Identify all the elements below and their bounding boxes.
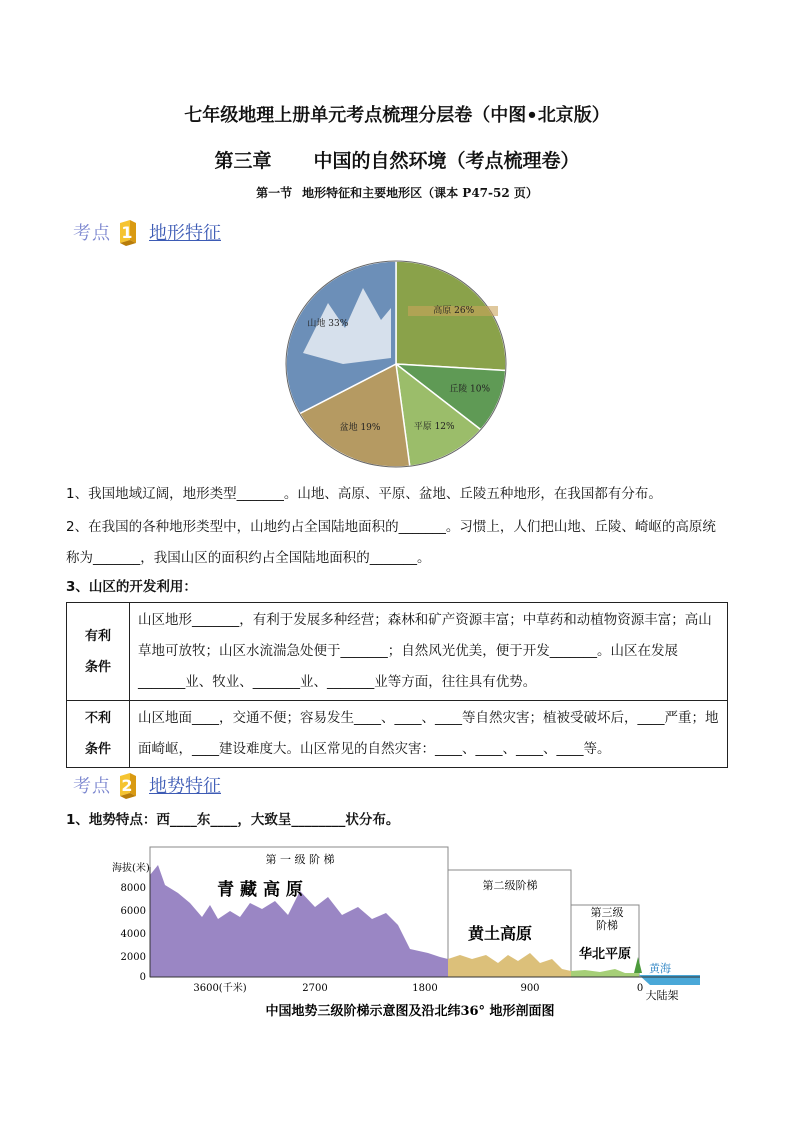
sea-label: 黄海 xyxy=(649,962,671,975)
section-title: 地形特征和主要地形区（课本 P47-52 页） xyxy=(302,186,538,200)
kaodian-title: 地形特征 xyxy=(149,223,221,244)
region-north-china-plain: 华北平原 xyxy=(578,947,632,962)
step3-terrain xyxy=(571,969,639,977)
x-tick: 2700 xyxy=(302,983,328,994)
y-tick: 6000 xyxy=(120,906,146,917)
pie-label-plateau: 高原 26% xyxy=(433,306,475,317)
x-tick: 0 xyxy=(636,983,644,994)
landform-pie-illustration xyxy=(283,258,509,470)
row-head-advantage: 有利 条件 xyxy=(67,603,130,701)
question-2: 2、在我国的各种地形类型中，山地约占全国陆地面积的_______。习惯上，人们把山地、丘陵、崎岖的高原统称为_______，我国山区的面积约占全国陆地面积的_______。 xyxy=(66,519,716,566)
question-3: 3、山区的开发利用： xyxy=(66,579,197,595)
table-row xyxy=(67,603,728,701)
chapter-title: 中国的自然环境（考点梳理卷） xyxy=(313,150,580,172)
pie-label-plain: 平原 12% xyxy=(413,421,455,432)
pie-svg xyxy=(283,258,509,470)
disadvantage-content: 山区地面____，交通不便；容易发生____、____、____等自然灾害；植被受破坏后，____严重；地面崎岖，____建设难度大。山区常见的自然灾害：____、____、____、____等。 xyxy=(130,701,728,768)
pie-label-basin: 盆地 19% xyxy=(339,423,381,434)
kaodian-label: 考点 xyxy=(73,776,111,797)
y-tick: 0 xyxy=(139,972,146,983)
region-qinghai-tibet: 青 藏 高 原 xyxy=(217,880,303,900)
document-title: 七年级地理上册单元考点梳理分层卷（中图•北京版） xyxy=(184,105,610,126)
table-row xyxy=(67,701,728,768)
advantage-content: 山区地形_______，有利于发展多种经营；森林和矿产资源丰富；中草药和动植物资源丰富；高山草地可放牧；山区水流湍急处便于_______；自然风光优美，便于开发_______。山区在发展_______业、牧业、_______业、_______业等方面，往往具有优势。 xyxy=(130,603,728,701)
region-loess: 黄土高原 xyxy=(467,924,533,943)
step2-terrain xyxy=(448,953,571,977)
kaodian-1-heading xyxy=(73,218,221,246)
y-tick: 4000 xyxy=(120,929,146,940)
question-4: 1、地势特点：西____东____，大致呈________状分布。 xyxy=(66,812,400,828)
section-heading xyxy=(0,184,794,201)
kaodian-title: 地势特征 xyxy=(149,776,221,797)
x-tick: 900 xyxy=(520,983,540,994)
terrain-profile-diagram xyxy=(110,845,700,1025)
step3-label-line1: 第三级 xyxy=(590,906,624,919)
kaodian-label: 考点 xyxy=(73,223,111,244)
pie-label-mountain: 山地 33% xyxy=(307,319,349,330)
row-head-disadvantage: 不利 条件 xyxy=(67,701,130,768)
number-badge-icon xyxy=(117,771,139,799)
step2-label: 第二级阶梯 xyxy=(482,879,538,892)
step3-label-line2: 阶梯 xyxy=(596,919,618,932)
question-1: 1、我国地域辽阔，地形类型_______。山地、高原、平原、盆地、丘陵五种地形，在我国都有分布。 xyxy=(66,486,662,502)
step1-label: 第 一 级 阶 梯 xyxy=(265,853,335,866)
y-axis-title: 海拔(米) xyxy=(112,863,150,874)
tai-mountain-peak xyxy=(634,957,642,973)
x-tick: 1800 xyxy=(412,983,438,994)
number-badge-icon xyxy=(117,218,139,246)
diagram-caption: 中国地势三级阶梯示意图及沿北纬36° 地形剖面图 xyxy=(265,1004,555,1019)
mountain-development-table xyxy=(66,602,728,768)
pie-label-hills: 丘陵 10% xyxy=(449,384,491,395)
section-number: 第一节 xyxy=(256,186,293,200)
badge-number: 2 xyxy=(121,776,133,795)
chapter-heading xyxy=(0,146,794,173)
chapter-number: 第三章 xyxy=(214,150,272,172)
y-tick: 2000 xyxy=(120,952,146,963)
y-tick: 8000 xyxy=(120,883,146,894)
shelf-label: 大陆架 xyxy=(645,989,679,1002)
kaodian-2-heading xyxy=(73,771,221,799)
x-tick: 3600(千米) xyxy=(193,983,247,994)
badge-number: 1 xyxy=(121,223,133,242)
